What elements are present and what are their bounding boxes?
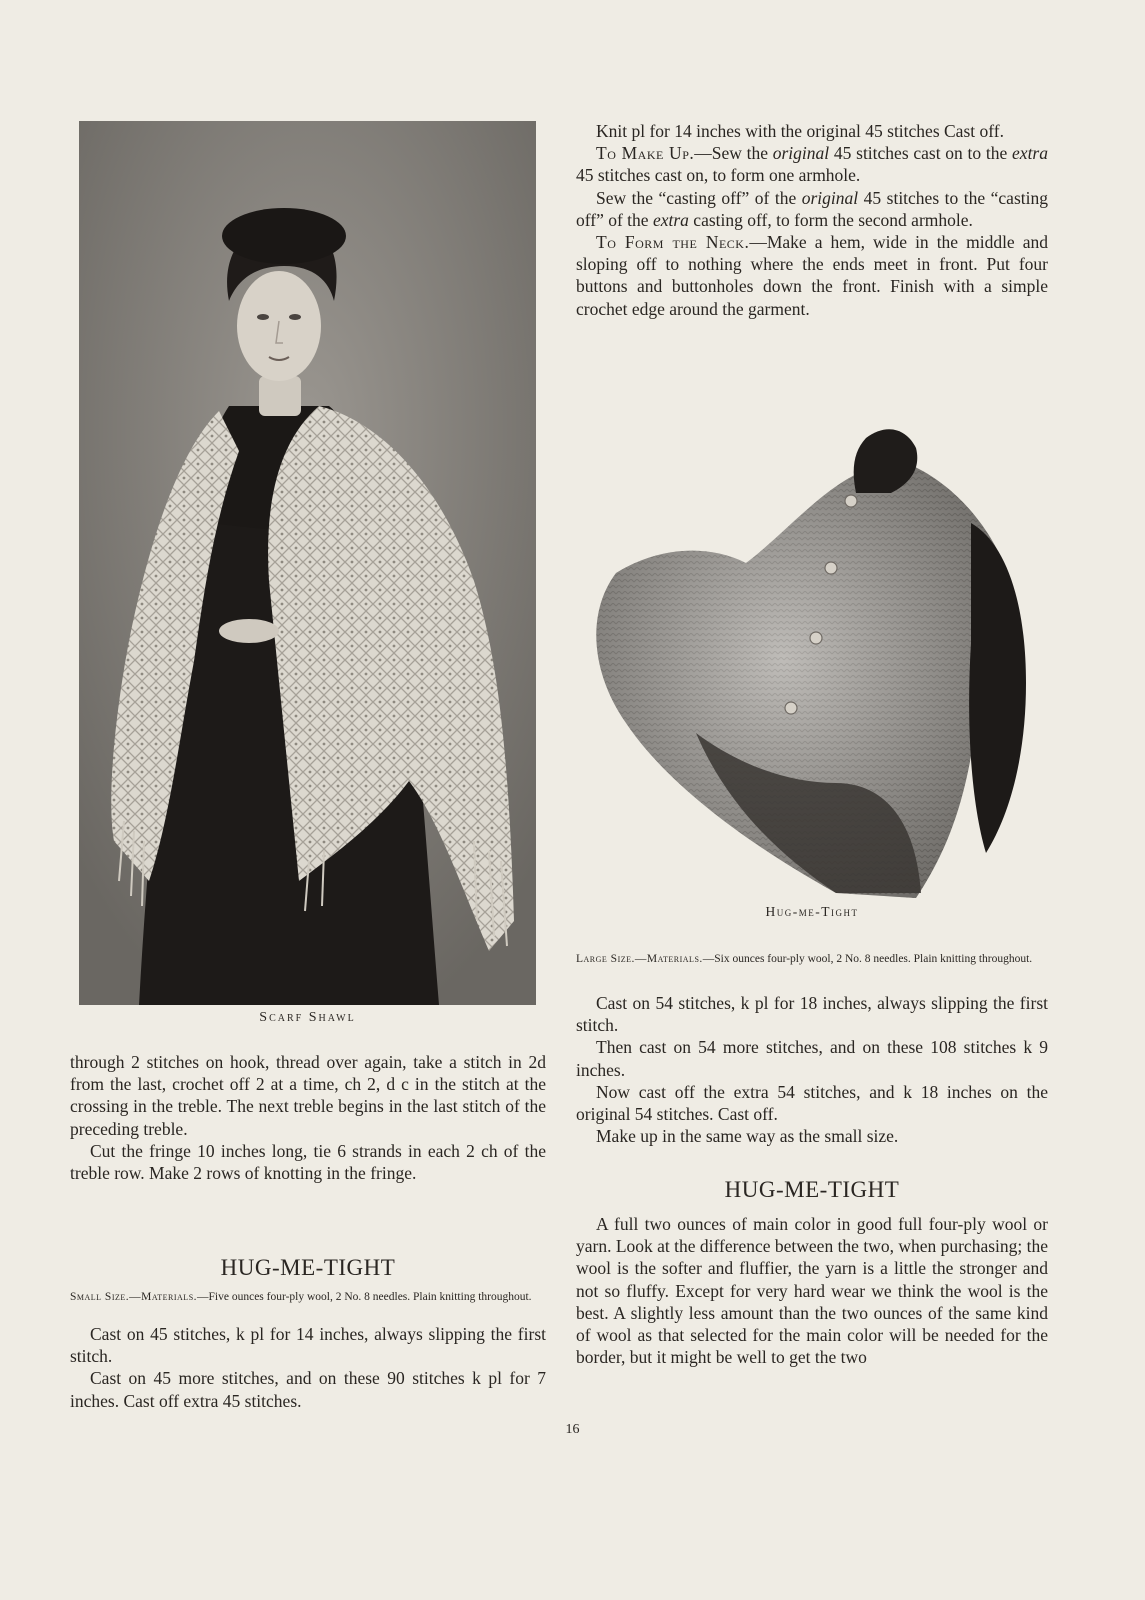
materials-lead: Large Size.—Materials. (576, 953, 703, 965)
hug-me-tight-illustration (586, 423, 1034, 898)
paragraph: through 2 stitches on hook, thread over again, take a stitch in 2d from the last, crochet off 2 at a time, ch 2, d c in the stitch at the crossing in the treble. The next treble begins in the last stitch of the preceding treble. (70, 1052, 546, 1139)
materials-small-size (70, 1291, 546, 1304)
right-column-top-text (576, 120, 1048, 320)
text-run: Sew the “casting off” of the (596, 187, 802, 208)
text-run: 45 stitches cast on to the (829, 143, 1013, 164)
paragraph: Cut the fringe 10 inches long, tie 6 strands in each 2 ch of the treble row. Make 2 rows of knotting in the fringe. (70, 1140, 546, 1184)
text-run: —Sew the (694, 143, 773, 164)
scarf-shawl-illustration (79, 121, 536, 1005)
scarf-shawl-caption: Scarf Shawl (259, 1010, 356, 1025)
text-run: casting off, to form the second armhole. (688, 209, 973, 230)
emphasis: original (801, 187, 859, 208)
hug-me-tight-caption: Hug-me-Tight (765, 904, 859, 919)
paragraph (576, 231, 1048, 320)
paragraph: Cast on 45 stitches, k pl for 14 inches, always slipping the first stitch. (70, 1324, 546, 1367)
materials-lead: Small Size.—Materials. (70, 1291, 198, 1303)
paragraph: A full two ounces of main color in good full four-ply wool or yarn. Look at the difference between the two, when purchasing; the wool is the softer and fluffier, the yarn is a little the stronger and not so fluffy. Except for very hard wear we think the wool is the best. A slightly less amount than the two ounces of the same kind of wool as that selected for the main color will be needed for the border, but it might be well to get the two (576, 1214, 1049, 1368)
text-run: 45 stitches to the “casting off” of the (576, 187, 1048, 230)
left-column-text (70, 1051, 546, 1184)
page-number: 16 (565, 1422, 580, 1437)
paragraph (576, 187, 1048, 231)
make-up-lead: To Make Up. (596, 143, 695, 164)
text-run: —Make a hem, wide in the middle and sloping off to nothing where the ends meet in front. Put four buttons and buttonholes down the front. Finish with a simple crochet edge around the garment. (576, 232, 1048, 319)
emphasis: extra (652, 209, 689, 230)
paragraph: Now cast off the extra 54 stitches, and k 18 inches on the original 54 stitches. Cast off. (576, 1081, 1048, 1125)
paragraph: Knit pl for 14 inches with the original 45 stitches Cast off. (596, 121, 1004, 141)
left-column-instructions (70, 1323, 546, 1412)
materials-large-size (576, 953, 1048, 966)
paragraph (576, 142, 1048, 186)
right-column-mid-text (576, 992, 1048, 1147)
scarf-shawl-photo (79, 121, 536, 1005)
materials-text: —Six ounces four-ply wool, 2 No. 8 needles. Plain knitting throughout. (702, 953, 1033, 965)
paragraph: Cast on 54 stitches, k pl for 18 inches, always slipping the first stitch. (576, 993, 1048, 1036)
section-heading-small: HUG-ME-TIGHT (220, 1255, 396, 1280)
text-run: 45 stitches cast on, to form one armhole. (576, 165, 861, 186)
form-neck-lead: To Form the Neck. (596, 232, 750, 253)
paragraph: Cast on 45 more stitches, and on these 90 stitches k pl for 7 inches. Cast off extra 45 stitches. (70, 1368, 546, 1411)
hug-me-tight-photo (586, 423, 1034, 898)
emphasis: extra (1012, 143, 1048, 164)
paragraph: Then cast on 54 more stitches, and on these 108 stitches k 9 inches. (576, 1037, 1048, 1080)
paragraph: Make up in the same way as the small size. (596, 1126, 899, 1147)
section-heading-main: HUG-ME-TIGHT (724, 1177, 900, 1202)
right-column-bottom-text (576, 1213, 1048, 1368)
materials-text: —Five ounces four-ply wool, 2 No. 8 needles. Plain knitting throughout. (197, 1291, 532, 1303)
emphasis: original (772, 143, 830, 164)
